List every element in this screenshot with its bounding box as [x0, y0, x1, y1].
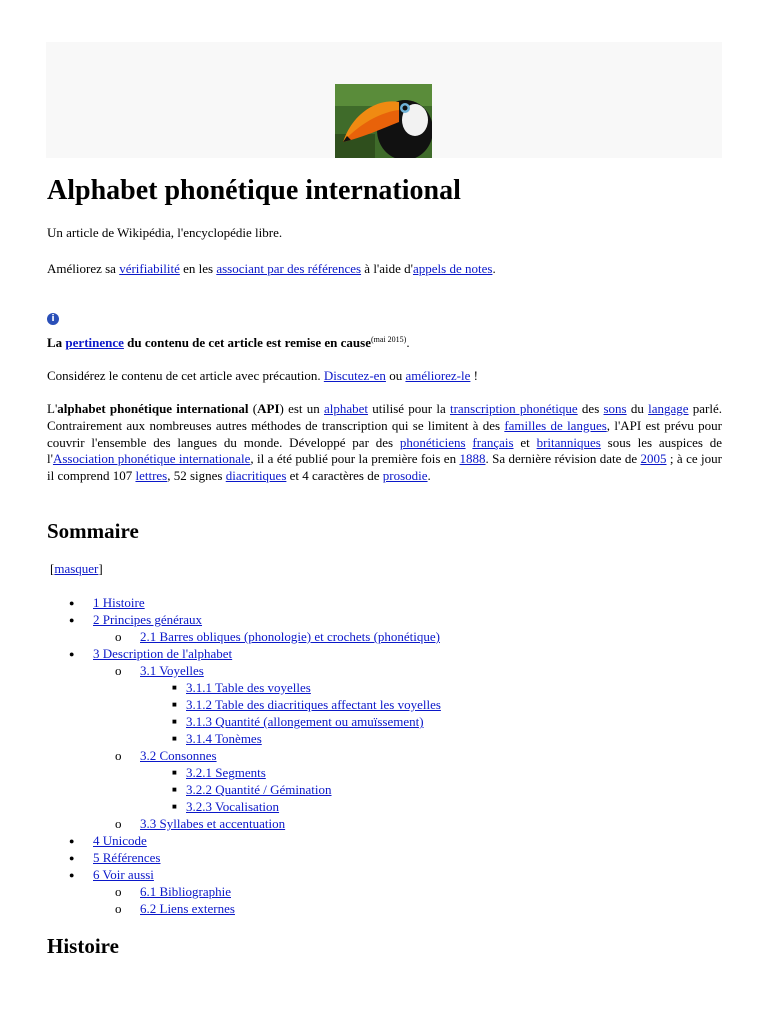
intro-text: et — [513, 434, 537, 450]
intro-text: , l'API est prévu pour couvrir l'ensemble des langues du monde. Développé par des — [47, 417, 722, 450]
toc-link[interactable]: 4 Unicode — [93, 833, 147, 848]
toc-item-2 — [47, 612, 722, 629]
pertinence-notice — [47, 332, 410, 352]
link-discutez-en[interactable]: Discutez-en — [323, 368, 386, 383]
toc-link[interactable]: 3.1 Voyelles — [140, 663, 204, 678]
intro-text: ; à ce jour il comprend 107 — [47, 451, 722, 484]
toc-item-3-2 — [47, 748, 722, 765]
notice-text: du contenu de cet article est remise en cause — [123, 335, 371, 350]
table-of-contents — [47, 595, 722, 918]
toc-item-3-1-2 — [47, 697, 722, 714]
square-bullet-icon: ■ — [172, 734, 177, 743]
disc-bullet-icon: ● — [69, 836, 75, 846]
intro-text: , 52 signes — [167, 468, 226, 484]
caution-notice — [47, 368, 478, 385]
notice-text: ou — [385, 368, 406, 383]
link-pertinence[interactable]: pertinence — [65, 335, 124, 350]
toc-link[interactable]: 3.1.2 Table des diacritiques affectant les voyelles — [186, 697, 441, 712]
info-icon: i — [47, 313, 59, 325]
intro-text: parlé. Contrairement aux nombreuses autres méthodes de transcription qui se limitent à des — [47, 401, 722, 433]
toc-item-6-1 — [47, 884, 722, 901]
intro-text: , il a été publié pour la première fois en — [250, 451, 460, 467]
disc-bullet-icon: ● — [69, 615, 75, 625]
circle-bullet-icon: o — [115, 748, 122, 763]
link-associant-references[interactable]: associant par des références — [216, 261, 362, 276]
notice-text: La — [47, 335, 66, 350]
disc-bullet-icon: ● — [69, 598, 75, 608]
toc-link[interactable]: 3 Description de l'alphabet — [93, 646, 233, 661]
notice-text: . — [406, 335, 410, 350]
notice-text: en les — [179, 261, 217, 276]
toc-link[interactable]: 5 Références — [93, 850, 161, 865]
toc-item-1 — [47, 595, 722, 612]
circle-bullet-icon: o — [115, 884, 122, 899]
toc-item-6-2 — [47, 901, 722, 918]
notice-text: ! — [470, 368, 478, 383]
toc-item-3-1-1 — [47, 680, 722, 697]
link-britanniques[interactable]: britanniques — [536, 434, 601, 450]
link-2005[interactable]: 2005 — [640, 451, 667, 467]
link-transcription-phonetique[interactable]: transcription phonétique — [449, 401, 578, 416]
toc-link[interactable]: 2 Principes généraux — [93, 612, 203, 627]
link-ameliorez-le[interactable]: améliorez-le — [405, 368, 471, 383]
toc-item-5 — [47, 850, 722, 867]
link-association-phonetique[interactable]: Association phonétique internationale — [52, 451, 251, 467]
toc-item-3-3 — [47, 816, 722, 833]
toc-link[interactable]: 6.1 Bibliographie — [140, 884, 231, 899]
verifiability-notice — [47, 261, 496, 278]
toc-heading: Sommaire — [47, 519, 139, 543]
toc-item-3-1-4 — [47, 731, 722, 748]
toc-link[interactable]: 3.2 Consonnes — [140, 748, 217, 763]
subtitle: Un article de Wikipédia, l'encyclopédie libre. — [47, 225, 283, 240]
intro-text: du — [626, 401, 649, 416]
toc-link[interactable]: 3.1.1 Table des voyelles — [186, 680, 311, 695]
toc-item-2-1 — [47, 629, 722, 646]
link-phoneticiens[interactable]: phonéticiens — [399, 434, 466, 450]
intro-text: et 4 caractères de — [286, 468, 383, 484]
intro-text: utilisé pour la — [368, 401, 450, 416]
link-langage[interactable]: langage — [648, 401, 689, 416]
link-diacritiques[interactable]: diacritiques — [225, 468, 287, 484]
toc-item-6 — [47, 867, 722, 884]
notice-date: (mai 2015) — [370, 335, 407, 344]
toc-link[interactable]: 6 Voir aussi — [93, 867, 154, 882]
toc-item-4 — [47, 833, 722, 850]
link-lettres[interactable]: lettres — [135, 468, 168, 484]
toc-link[interactable]: 3.2.2 Quantité / Gémination — [186, 782, 332, 797]
toc-item-3-2-1 — [47, 765, 722, 782]
square-bullet-icon: ■ — [172, 700, 177, 709]
disc-bullet-icon: ● — [69, 853, 75, 863]
disc-bullet-icon: ● — [69, 649, 75, 659]
toc-link[interactable]: 6.2 Liens externes — [140, 901, 235, 916]
intro-text: . Sa dernière révision date de — [485, 451, 641, 467]
toc-link[interactable]: 3.3 Syllabes et accentuation — [140, 816, 286, 831]
toc-toggle-bracket: ] — [98, 561, 103, 576]
circle-bullet-icon: o — [115, 901, 122, 916]
toucan-logo[interactable] — [335, 84, 432, 158]
toc-item-3-2-2 — [47, 782, 722, 799]
intro-text: sous les auspices de l' — [47, 434, 723, 467]
square-bullet-icon: ■ — [172, 802, 177, 811]
intro-text: L' — [47, 401, 58, 416]
toc-link[interactable]: 3.2.3 Vocalisation — [186, 799, 280, 814]
toc-hide-link[interactable]: masquer — [54, 561, 99, 576]
toc-item-3-1 — [47, 663, 722, 680]
link-appels-de-notes[interactable]: appels de notes — [413, 261, 493, 276]
toc-item-3-1-3 — [47, 714, 722, 731]
section-heading-histoire: Histoire — [47, 934, 119, 958]
circle-bullet-icon: o — [115, 629, 122, 644]
toc-link[interactable]: 3.1.4 Tonèmes — [186, 731, 262, 746]
square-bullet-icon: ■ — [172, 683, 177, 692]
toc-link[interactable]: 3.2.1 Segments — [186, 765, 266, 780]
intro-paragraph — [47, 401, 722, 485]
toc-link[interactable]: 2.1 Barres obliques (phonologie) et crochets (phonétique) — [140, 629, 440, 644]
toc-link[interactable]: 1 Histoire — [93, 595, 145, 610]
disc-bullet-icon: ● — [69, 870, 75, 880]
circle-bullet-icon: o — [115, 663, 122, 678]
toc-toggle — [50, 561, 103, 578]
square-bullet-icon: ■ — [172, 717, 177, 726]
intro-text: . — [427, 468, 431, 484]
link-alphabet[interactable]: alphabet — [323, 401, 369, 416]
intro-bold-acronym: API — [257, 401, 280, 416]
link-francais[interactable]: français — [472, 434, 514, 450]
link-verifiabilite[interactable]: vérifiabilité — [119, 261, 180, 276]
link-prosodie[interactable]: prosodie — [382, 468, 428, 484]
toc-toggle-bracket: [ — [50, 561, 55, 576]
intro-text: ( — [248, 401, 258, 416]
circle-bullet-icon: o — [115, 816, 122, 831]
notice-text: Considérez le contenu de cet article avec précaution. — [47, 368, 324, 383]
notice-text: à l'aide d' — [361, 261, 414, 276]
toc-item-3 — [47, 646, 722, 663]
notice-text: Améliorez sa — [47, 261, 120, 276]
link-sons[interactable]: sons — [603, 401, 627, 416]
square-bullet-icon: ■ — [172, 768, 177, 777]
page-title: Alphabet phonétique international — [47, 175, 461, 206]
square-bullet-icon: ■ — [172, 785, 177, 794]
toc-link[interactable]: 3.1.3 Quantité (allongement ou amuïssement) — [186, 714, 424, 729]
intro-text: des — [577, 401, 604, 416]
link-familles-de-langues[interactable]: familles de langues — [504, 417, 607, 433]
toc-item-3-2-3 — [47, 799, 722, 816]
intro-text: ) est un — [279, 401, 324, 416]
link-1888[interactable]: 1888 — [459, 451, 486, 467]
notice-text: . — [492, 261, 496, 276]
intro-bold-term: alphabet phonétique international — [57, 401, 249, 416]
